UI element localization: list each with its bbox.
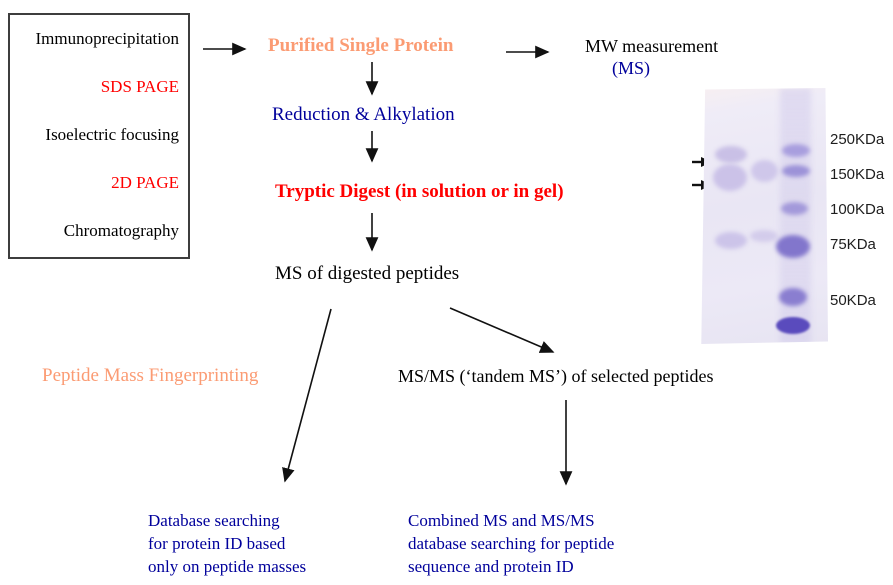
gel-label-100kda: 100KDa (830, 201, 885, 218)
method-isoelectric-focusing: Isoelectric focusing (45, 125, 179, 144)
node-database-search-right (408, 509, 628, 578)
gel-marker-75k (776, 235, 810, 258)
gel-marker-150k (782, 165, 810, 177)
label-peptide-mass-fingerprinting: Peptide Mass Fingerprinting (42, 365, 259, 386)
gel-marker-50k (779, 288, 807, 306)
node-tryptic-digest: Tryptic Digest (in solution or in gel) (275, 181, 564, 202)
gel-marker-250k (782, 144, 810, 157)
method-immunoprecipitation: Immunoprecipitation (35, 29, 179, 48)
database-right-line1: Combined MS and MS/MS (408, 511, 595, 530)
gel-label-75kda: 75KDa (830, 236, 876, 253)
arrow-ms-to-msms (450, 308, 553, 352)
gel-band-lane1-upper (715, 146, 747, 163)
database-right-line2: database searching for peptide (408, 534, 615, 553)
method-chromatography: Chromatography (63, 221, 179, 240)
database-left-line2: for protein ID based (148, 534, 286, 553)
gel-band-lane2-150k (751, 160, 778, 182)
node-ms-digested-peptides: MS of digested peptides (275, 263, 460, 284)
gel-label-250kda: 250KDa (830, 131, 885, 148)
gel-band-lane1-75k (715, 232, 747, 249)
node-reduction-alkylation: Reduction & Alkylation (272, 104, 455, 125)
method-2d-page: 2D PAGE (111, 173, 179, 192)
gel-marker-100k (781, 202, 808, 215)
gel-label-150kda: 150KDa (830, 166, 885, 183)
node-database-search-left (148, 509, 323, 578)
database-left-line3: only on peptide masses (148, 557, 307, 576)
node-msms-selected-peptides: MS/MS (‘tandem MS’) of selected peptides (398, 366, 714, 386)
database-left-line1: Database searching (148, 511, 280, 530)
gel-marker-bottom (776, 317, 810, 334)
node-mw-measurement: MW measurement (585, 36, 719, 56)
arrow-ms-to-database-left (285, 309, 331, 481)
database-right-line3: sequence and protein ID (408, 557, 574, 576)
sds-page-gel-image (700, 88, 828, 344)
gel-band-lane1-lower (713, 164, 747, 191)
gel-label-50kda: 50KDa (830, 292, 876, 309)
node-ms-label: (MS) (612, 58, 651, 78)
gel-band-lane2-75k (750, 230, 778, 242)
purification-methods-box (8, 13, 190, 259)
method-sds-page: SDS PAGE (100, 77, 179, 96)
node-purified-single-protein: Purified Single Protein (268, 35, 454, 56)
